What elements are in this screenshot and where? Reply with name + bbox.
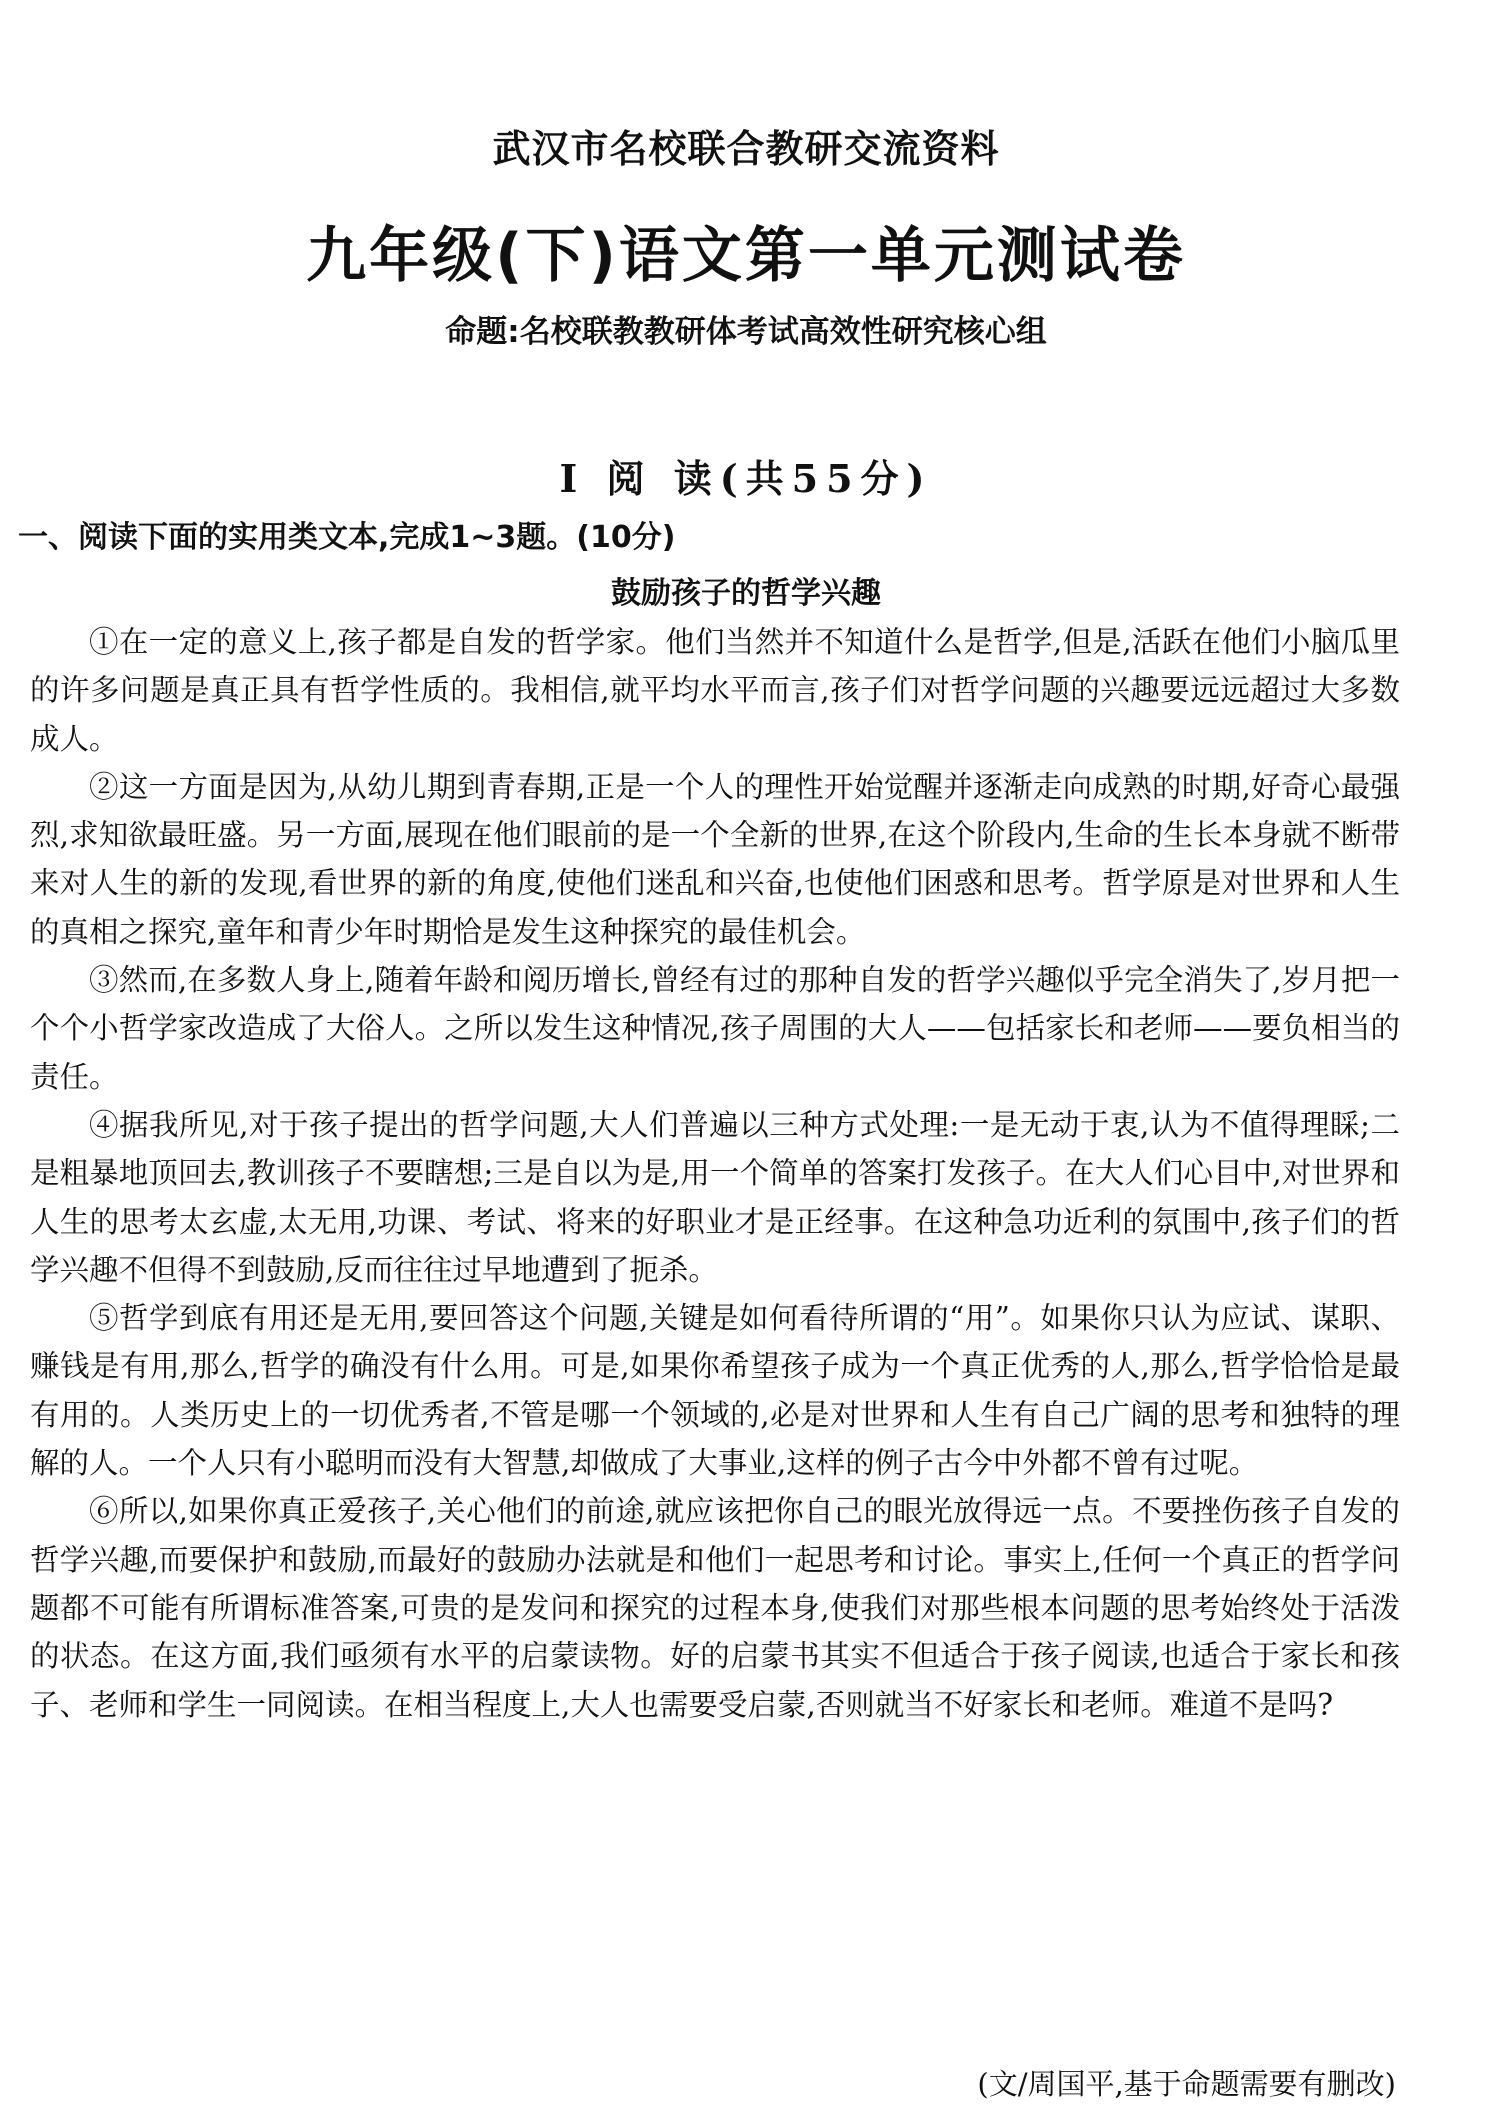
paragraph-2: ②这一方面是因为,从幼儿期到青春期,正是一个人的理性开始觉醒并逐渐走向成熟的时期,好奇心最强烈,求知欲最旺盛。另一方面,展现在他们眼前的是一个全新的世界,在这个阶段内,生命的生长本身就不断带来对人生的新的发现,看世界的新的角度,使他们迷乱和兴奋,也使他们困惑和思考。哲学原是对世界和人生的真相之探究,童年和青少年时期恰是发生这种探究的最佳机会。 [30,769,1400,949]
paragraph-4: ④据我所见,对于孩子提出的哲学问题,大人们普遍以三种方式处理:一是无动于衷,认为不值得理睬;二是粗暴地顶回去,教训孩子不要瞎想;三是自以为是,用一个简单的答案打发孩子。在大人们心目中,对世界和人生的思考太玄虚,太无用,功课、考试、将来的好职业才是正经事。在这种急功近利的氛围中,孩子们的哲学兴趣不但得不到鼓励,反而往往过早地遭到了扼杀。 [30,1107,1400,1287]
paragraph-1: ①在一定的意义上,孩子都是自发的哲学家。他们当然并不知道什么是哲学,但是,活跃在他们小脑瓜里的许多问题是真正具有哲学性质的。我相信,就平均水平而言,孩子们对哲学问题的兴趣要远远超过大多数成人。 [30,625,1400,756]
paragraph-5: ⑤哲学到底有用还是无用,要回答这个问题,关键是如何看待所谓的“用”。如果你只认为应试、谋职、赚钱是有用,那么,哲学的确没有什么用。可是,如果你希望孩子成为一个真正优秀的人,那么,哲学恰恰是最有用的。人类历史上的一切优秀者,不管是哪一个领域的,必是对世界和人生有自己广阔的思考和独特的理解的人。一个人只有小聪明而没有大智慧,却做成了大事业,这样的例子古今中外都不曾有过呢。 [30,1301,1400,1481]
exam-author: 命题:名校联教教研体考试高效性研究核心组 [445,314,1047,350]
paragraph-6: ⑥所以,如果你真正爱孩子,关心他们的前途,就应该把你自己的眼光放得远一点。不要挫伤孩子自发的哲学兴趣,而要保护和鼓励,而最好的鼓励办法就是和他们一起思考和讨论。事实上,任何一个真正的哲学问题都不可能有所谓标准答案,可贵的是发问和探究的过程本身,使我们对那些根本问题的思考始终处于活泼的状态。在这方面,我们亟须有水平的启蒙读物。好的启蒙书其实不但适合于孩子阅读,也适合于家长和孩子、老师和学生一同阅读。在相当程度上,大人也需要受启蒙,否则就当不好家长和老师。难道不是吗? [30,1494,1400,1722]
article-source: (文/周国平,基于命题需要有删改) [977,2067,1396,2101]
section-title: Ⅰ 阅 读(共55分) [559,456,933,501]
question-intro: 一、阅读下面的实用类文本,完成1~3题。(10分) [18,520,676,555]
exam-title: 九年级(下)语文第一单元测试卷 [306,221,1186,291]
paragraph-3: ③然而,在多数人身上,随着年龄和阅历增长,曾经有过的那种自发的哲学兴趣似乎完全消失了,岁月把一个个小哲学家改造成了大俗人。之所以发生这种情况,孩子周围的大人——包括家长和老师——要负相当的责任。 [30,963,1400,1094]
article-body [30,618,1400,1729]
header-org: 武汉市名校联合教研交流资料 [492,127,1000,171]
article-title: 鼓励孩子的哲学兴趣 [611,576,881,611]
